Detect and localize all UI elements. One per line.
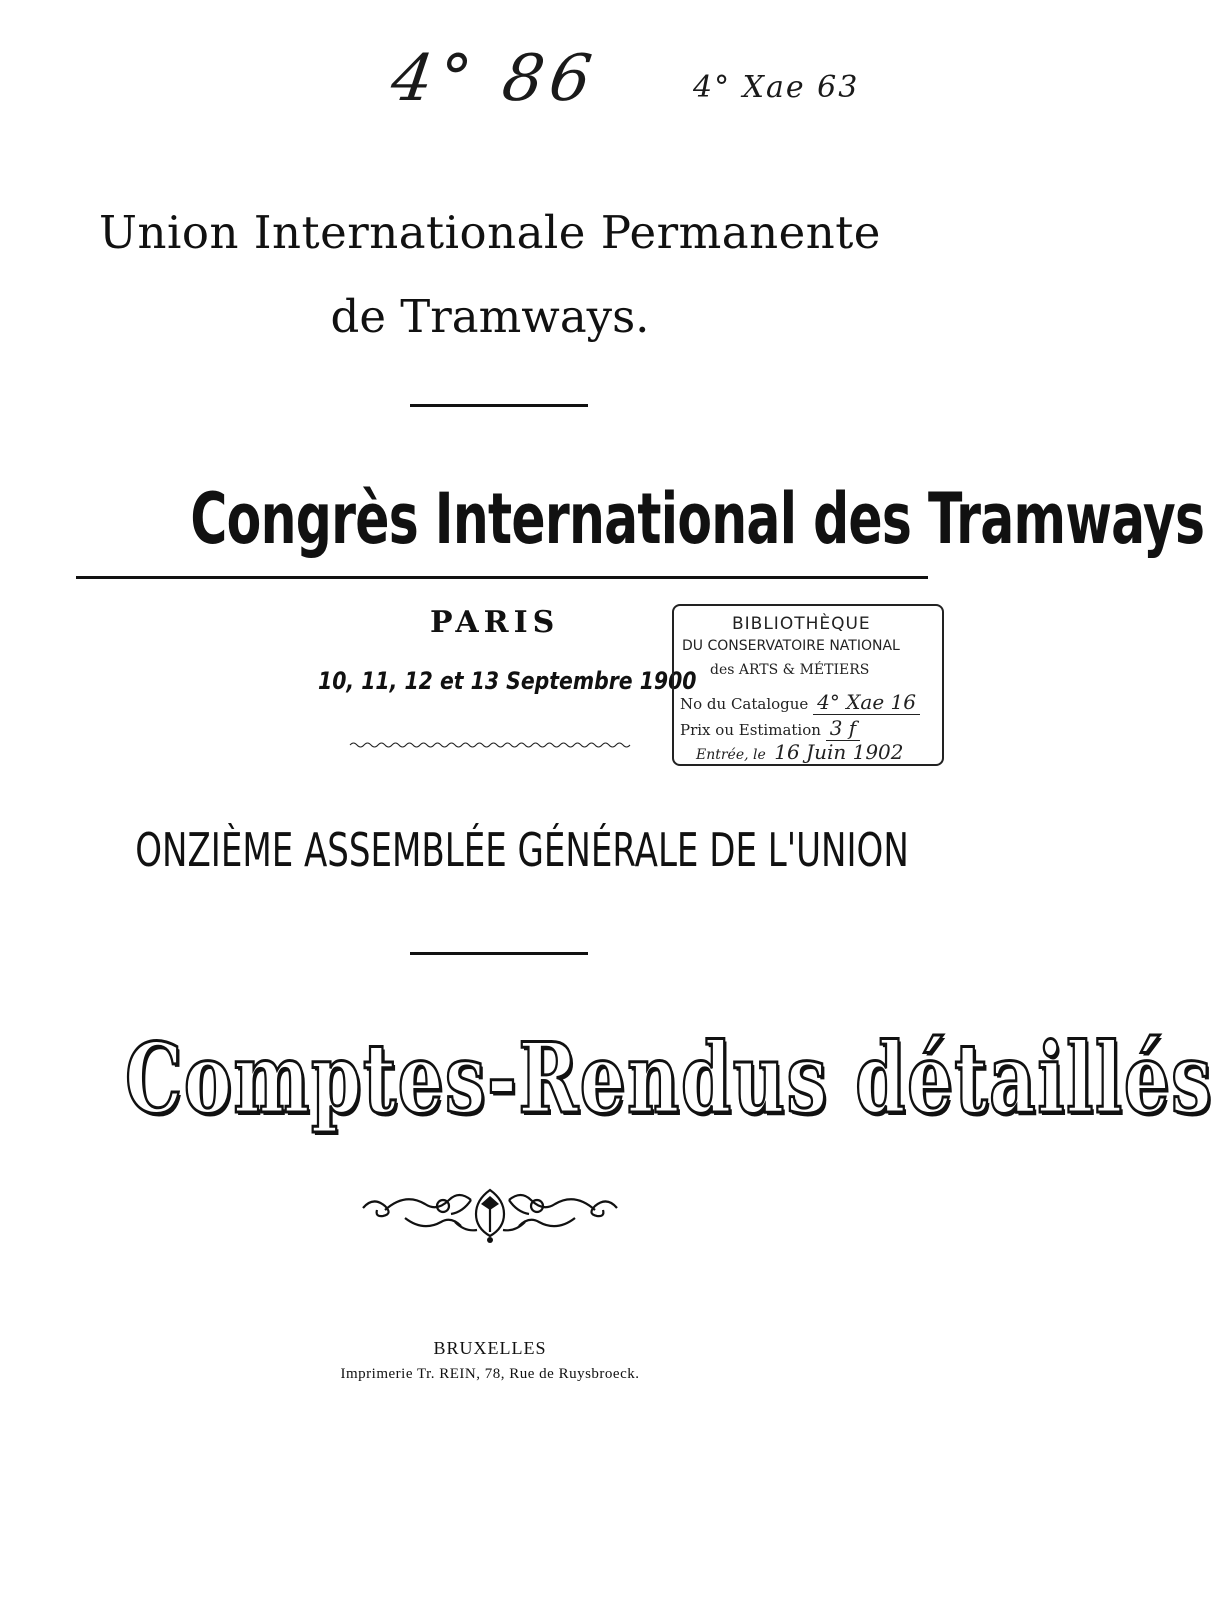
- imprint-printer: Imprimerie Tr. REIN, 78, Rue de Ruysbroeck.: [340, 1366, 640, 1382]
- congress-dates: 10, 11, 12 et 13 Septembre 1900: [318, 667, 697, 695]
- divider-rule: [410, 404, 588, 407]
- handwritten-call-number: 4° Xae 63: [693, 70, 860, 105]
- stamp-catalogue-value: 4° Xae 16: [813, 690, 920, 715]
- imprint-city: BRUXELLES: [433, 1338, 547, 1358]
- handwritten-shelf-mark: 4° 86: [386, 42, 602, 116]
- stamp-entry-label: Entrée, le: [696, 747, 766, 763]
- stamp-catalogue-label: No du Catalogue: [680, 695, 809, 713]
- stamp-estimation: [680, 716, 860, 740]
- divider-rule-2: [410, 952, 588, 955]
- stamp-catalogue: [680, 690, 920, 714]
- union-title-line2: de Tramways.: [330, 290, 650, 343]
- stamp-line1: BIBLIOTHÈQUE: [732, 614, 871, 634]
- library-stamp: [672, 604, 944, 766]
- wavy-rule: [350, 740, 630, 750]
- stamp-line3: des ARTS & MÉTIERS: [710, 662, 870, 678]
- congress-underline: [76, 576, 928, 579]
- stamp-entry-value: 16 Juin 1902: [770, 740, 907, 765]
- assembly-title: ONZIÈME ASSEMBLÉE GÉNÉRALE DE L'UNION: [135, 823, 909, 877]
- union-title-line1: Union Internationale Permanente: [99, 206, 881, 259]
- congress-city: PARIS: [430, 605, 560, 640]
- fleuron-ornament-icon: [355, 1178, 625, 1248]
- stamp-estimation-label: Prix ou Estimation: [680, 721, 821, 739]
- stamp-entry: [696, 740, 908, 764]
- stamp-estimation-value: 3 f: [826, 716, 860, 741]
- stamp-line2: DU CONSERVATOIRE NATIONAL: [682, 638, 900, 654]
- main-title: Comptes-Rendus détaillés: [125, 1022, 1213, 1135]
- congress-title: Congrès International des Tramways: [190, 478, 1205, 560]
